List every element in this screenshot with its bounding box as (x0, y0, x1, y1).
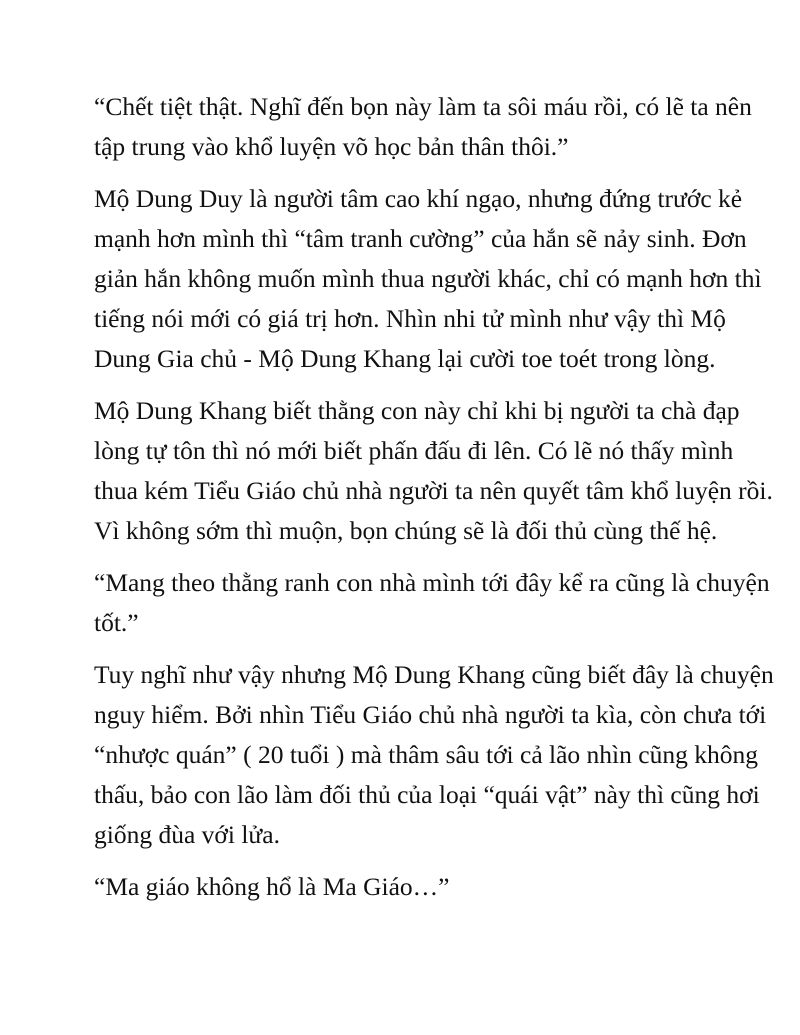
text-line: lòng tự tôn thì nó mới biết phấn đấu đi lên. Có lẽ nó thấy mình (94, 436, 734, 465)
text-line: nguy hiểm. Bởi nhìn Tiểu Giáo chủ nhà người ta kìa, còn chưa tới (94, 700, 767, 729)
paragraph-2 (94, 179, 762, 379)
text-line: Vì không sớm thì muộn, bọn chúng sẽ là đối thủ cùng thế hệ. (94, 516, 718, 545)
text-line: Tuy nghĩ như vậy nhưng Mộ Dung Khang cũng biết đây là chuyện (94, 660, 774, 689)
text-line: “Ma giáo không hổ là Ma Giáo…” (94, 872, 450, 901)
paragraph-4 (94, 563, 770, 643)
text-line: “nhược quán” ( 20 tuổi ) mà thâm sâu tới cả lão nhìn cũng không (94, 740, 758, 769)
text-line: Mộ Dung Duy là người tâm cao khí ngạo, nhưng đứng trước kẻ (94, 184, 743, 213)
paragraph-6 (94, 867, 707, 907)
paragraph-1 (94, 87, 752, 167)
document-page (94, 87, 774, 919)
text-line: tiếng nói mới có giá trị hơn. Nhìn nhi tử mình như vậy thì Mộ (94, 304, 726, 333)
text-line: Mộ Dung Khang biết thằng con này chỉ khi bị người ta chà đạp (94, 396, 740, 425)
paragraph-3 (94, 391, 773, 551)
text-line: giản hắn không muốn mình thua người khác, chỉ có mạnh hơn thì (94, 264, 762, 293)
text-line: Dung Gia chủ - Mộ Dung Khang lại cười toe toét trong lòng. (94, 344, 716, 373)
text-line: “Mang theo thằng ranh con nhà mình tới đây kể ra cũng là chuyện (94, 568, 770, 597)
text-line: thua kém Tiểu Giáo chủ nhà người ta nên quyết tâm khổ luyện rồi. (94, 476, 773, 505)
text-line: thấu, bảo con lão làm đối thủ của loại “quái vật” này thì cũng hơi (94, 780, 760, 809)
text-line: giống đùa với lửa. (94, 820, 280, 849)
text-line: tập trung vào khổ luyện võ học bản thân thôi.” (94, 132, 569, 161)
paragraph-5 (94, 655, 774, 855)
text-line: “Chết tiệt thật. Nghĩ đến bọn này làm ta sôi máu rồi, có lẽ ta nên (94, 92, 752, 121)
text-line: mạnh hơn mình thì “tâm tranh cường” của hắn sẽ nảy sinh. Đơn (94, 224, 747, 253)
text-line: tốt.” (94, 608, 139, 637)
